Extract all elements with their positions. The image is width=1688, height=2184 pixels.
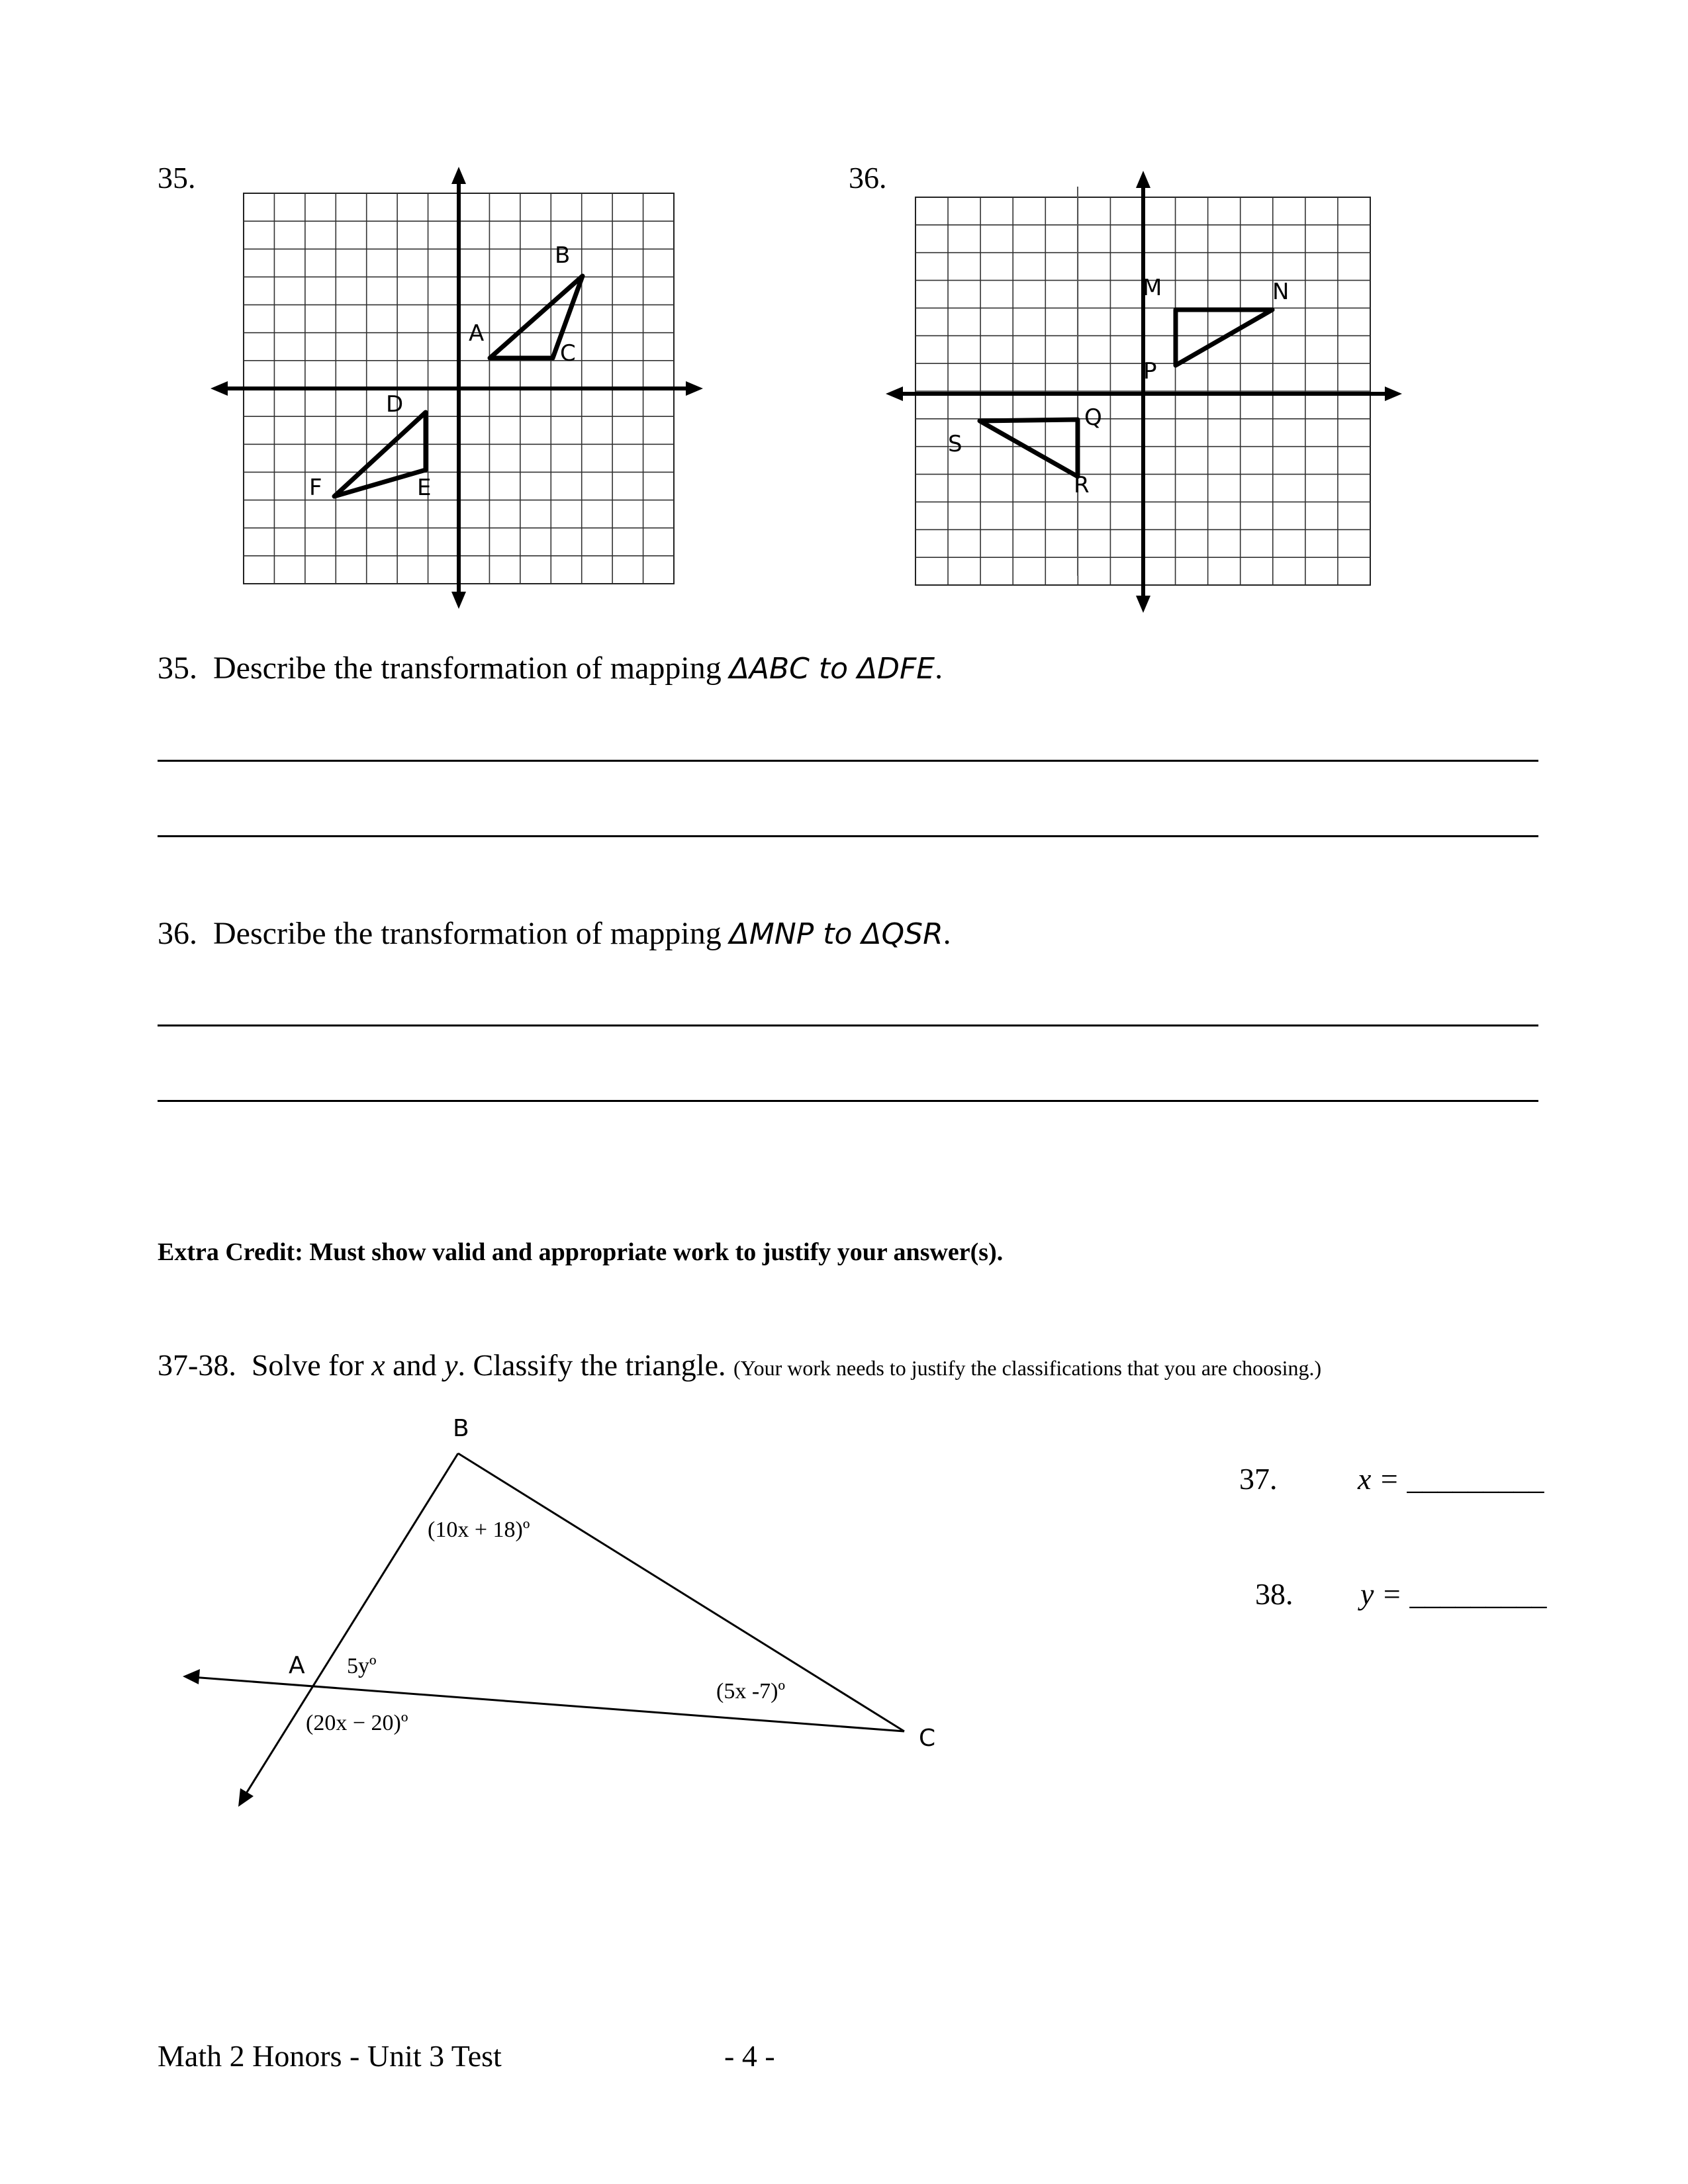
question-35-end: . (935, 651, 943, 686)
question-36-math: ΔMNP to ΔQSR (729, 917, 943, 951)
graph-35-label: 35. (158, 161, 196, 195)
point-b-label: B (555, 242, 571, 269)
answer-38-blank[interactable]: _________ (1409, 1577, 1547, 1611)
ray-arrow-down (238, 1788, 254, 1807)
point-p-label: P (1143, 358, 1157, 385)
angle-c-label: (5x -7)º (716, 1679, 786, 1704)
point-s-label: S (948, 431, 962, 457)
point-q-label: Q (1084, 404, 1102, 431)
answer-38-number: 38. (1255, 1577, 1293, 1611)
graph-36-label: 36. (849, 161, 887, 195)
footer-page-number: - 4 - (724, 2039, 775, 2073)
vertex-b-label: B (453, 1415, 469, 1442)
question-37-38-prompt-b: . Classify the triangle. (457, 1348, 726, 1382)
question-36-end: . (943, 916, 951, 951)
point-f-label: F (309, 475, 322, 501)
question-37-38-and: and (385, 1348, 445, 1382)
side-ba-ray (244, 1453, 458, 1797)
question-36-text: Describe the transformation of mapping (213, 916, 729, 951)
answer-37 (1239, 1461, 1544, 1496)
angle-a-exterior-label: (20x − 20)º (306, 1711, 408, 1735)
var-y: y (444, 1348, 458, 1382)
point-c-label: C (560, 340, 576, 367)
point-a-label: A (469, 320, 485, 347)
var-x: x (371, 1348, 385, 1382)
angle-a-interior-label: 5yº (347, 1654, 377, 1678)
point-d-label: D (386, 391, 404, 418)
question-36-number: 36. (158, 916, 197, 951)
footer-course: Math 2 Honors - Unit 3 Test (158, 2039, 502, 2073)
side-bc (458, 1453, 904, 1731)
answer-38 (1255, 1576, 1546, 1612)
question-35-text: Describe the transformation of mapping (213, 651, 729, 686)
answer-37-number: 37. (1239, 1462, 1278, 1496)
answer-38-label: y = (1360, 1577, 1402, 1611)
point-e-label: E (417, 475, 432, 501)
side-ca-ray (192, 1677, 904, 1731)
ray-arrow-left (183, 1669, 200, 1684)
question-37-38-prompt-a: Solve for (251, 1348, 372, 1382)
question-37-38-number: 37-38. (158, 1348, 236, 1382)
angle-b-label: (10x + 18)º (428, 1518, 530, 1542)
vertex-c-label: C (919, 1725, 936, 1752)
answer-37-label: x = (1358, 1462, 1399, 1496)
vertex-a-label: A (289, 1652, 305, 1679)
answer-37-blank[interactable]: _________ (1407, 1462, 1544, 1496)
extra-credit-heading: Extra Credit: Must show valid and appropriate work to justify your answer(s). (158, 1238, 1004, 1266)
question-35-math: ΔABC to ΔDFE (729, 652, 935, 686)
point-r-label: R (1074, 472, 1090, 498)
point-n-label: N (1272, 279, 1289, 305)
question-35-number: 35. (158, 651, 197, 686)
point-m-label: M (1143, 275, 1162, 301)
question-37-38-note: (Your work needs to justify the classifications that you are choosing.) (733, 1356, 1322, 1380)
